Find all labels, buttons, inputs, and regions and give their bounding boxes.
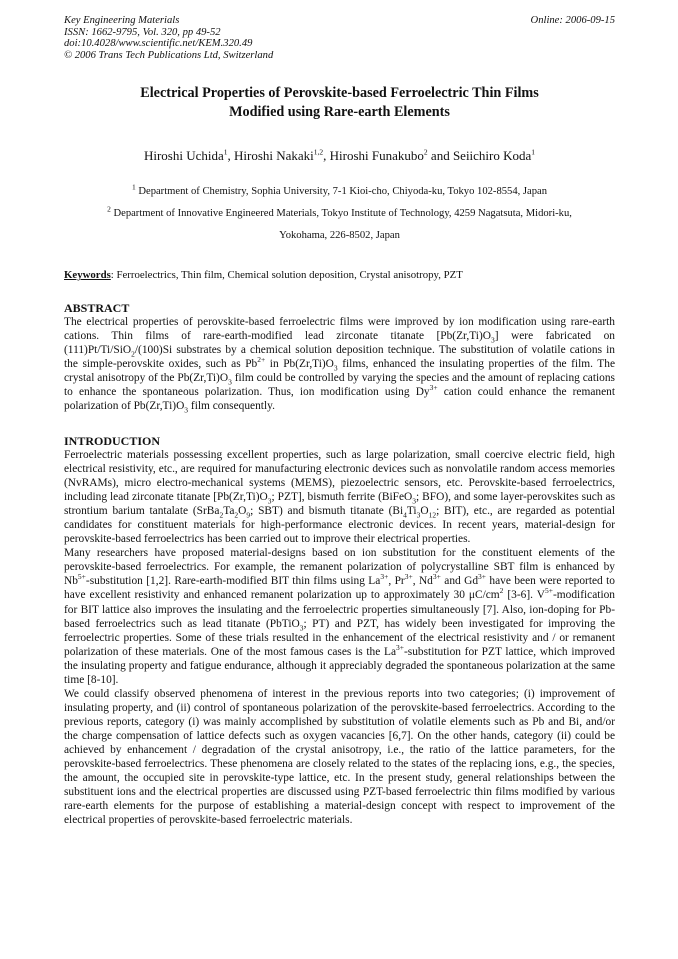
online-date: Online: 2006-09-15 bbox=[530, 15, 615, 26]
abstract-heading: ABSTRACT bbox=[64, 301, 130, 315]
affiliation-mark: 1,2 bbox=[313, 147, 324, 157]
doi-line: doi:10.4028/www.scientific.net/KEM.320.49 bbox=[64, 38, 253, 50]
title-line: Modified using Rare-earth Elements bbox=[229, 104, 450, 120]
affiliation-mark: 1 bbox=[223, 147, 228, 157]
paper-title bbox=[64, 84, 615, 122]
intro-paragraph-2: Many researchers have proposed material-designs based on ion substitution for the constituent elements of the perovskite-based ferroelectrics. For example, the remanent polarization of polycrystalline SBT film is enhanced by $Nb^{5+}$-substitution [1,2]. Rare-earth-modified BIT thin films using $La^{3+}$, $Pr^{3+}$, $Nd^{3+}$ and $Gd^{3+}$ have been were reported to have excellent resistivity and enhanced remanent polarization up to approximately 30 $\mu C/cm^2$ [3-6]. $V^{5+}$-modification for BIT lattice also improves the insulating and the ferroelectric properties simultaneously [7]. Also, ion-doping for Pb-based ferroelectrics such as lead titanate (PbTiO$_3$; PT) and PZT, has widely been investigated for improving the ferroelectric properties. Some of these trials resulted in the enhancement of the electrical resistivity and / or remanent polarization of these materials. One of the most famous cases is the $La^{3+}$-substitution for PZT lattice, which improved the insulating property and fatigue endurance, although it appreciably degraded the spontaneous polarization at the same time [8-10]. bbox=[64, 547, 615, 686]
intro-paragraph-3: We could classify observed phenomena of interest in the previous reports into two categories; (i) improvement of insulating property, and (ii) control of spontaneous polarization of the perovskite-based ferroelectrics. According to the previous reports, category (i) was mainly accomplished by substitution of volatile elements such as Pb and Bi, and/or the charge compensation of lattice defects such as oxygen vacancies [6,7]. On the other hands, category (ii) could be achieved by enhancement / degradation of the crystal anisotropy, i.e., the ratio of the lattice parameters, for the perovskite-based ferroelectrics. These phenomena are closely related to the states of the replacing ions, e.g., the species, the amount, the occupied site in perovskite-type lattice, etc. In the present study, general relationships between the substituent ions and the electrical properties are discussed using PZT-based ferroelectric thin films modified by various rare-earth elements for the purpose of establishing a material-design concept with respect to improvement of the electrical properties of perovskite-based ferroelectric materials. bbox=[64, 687, 615, 827]
author-name: and Seiichiro Koda bbox=[427, 148, 532, 163]
copyright-line: © 2006 Trans Tech Publications Ltd, Switzerland bbox=[64, 49, 274, 61]
affiliation-text: Department of Chemistry, Sophia University, 7-1 Kioi-cho, Chiyoda-ku, Tokyo 102-8554, Japan bbox=[135, 186, 548, 197]
affiliation-2-cont: Yokohama, 226-8502, Japan bbox=[279, 230, 400, 241]
affiliation-number: 2 bbox=[107, 204, 111, 214]
abstract-section bbox=[64, 301, 615, 413]
title-line: Electrical Properties of Perovskite-based Ferroelectric Thin Films bbox=[140, 85, 539, 101]
affiliation-text: Department of Innovative Engineered Materials, Tokyo Institute of Technology, 4259 Nagatsuta, Midori-ku, bbox=[110, 208, 572, 219]
keywords-label: Keywords bbox=[64, 269, 111, 281]
intro-paragraph-1: Ferroelectric materials possessing excellent properties, such as large polarization, small coercive electric field, high electrical resistivity, etc., are required for manufacturing electronic devices such as nonvolatile random access memories (NvRAMs), micro electro-mechanical systems (MEMS), piezoelectric sensors, etc. Perovskite-based ferroelectrics, including lead zirconate titanate [$Pb(Zr,Ti)O_3$; PZT], bismuth ferrite (BiFeO$_3$; BFO), and some layer-perovskites such as strontium barium tantalate ($SrBa_2Ta_2O_9$; SBT) and bismuth titanate ($Bi_4Ti_3O_{12}$; BIT), etc., are regarded as potential candidates for constituent materials for high-performance electronic devices. In recent years, material-design for perovskite-based ferroelectrics has been carried out to improve their electrical properties. bbox=[64, 449, 616, 546]
affiliation-mark: 2 bbox=[423, 147, 428, 157]
affiliation-mark: 1 bbox=[531, 147, 536, 157]
author-name: Hiroshi Uchida bbox=[143, 148, 224, 163]
journal-header bbox=[64, 15, 615, 61]
affiliation-2 bbox=[64, 204, 615, 220]
keywords bbox=[64, 269, 615, 282]
journal-name: Key Engineering Materials bbox=[64, 15, 180, 26]
affiliation-number: 1 bbox=[131, 182, 136, 192]
author-name: , Hiroshi Funakubo bbox=[323, 148, 424, 163]
author-name: , Hiroshi Nakaki bbox=[227, 148, 314, 163]
issn-line: ISSN: 1662-9795, Vol. 320, pp 49-52 bbox=[64, 26, 221, 38]
introduction-heading: INTRODUCTION bbox=[64, 434, 161, 448]
introduction-section bbox=[64, 434, 615, 827]
abstract-body: The electrical properties of perovskite-based ferroelectric films were improved by ion modification using rare-earth cations. Thin films of rare-earth-modified lead zirconate titanate $[Pb(Zr,Ti)O_3]$ were fabricated on (111)Pt/Ti/SiO$_2$/(100)Si substrates by a chemical solution deposition technique. The substitution of volatile cations in the simple-perovskite oxides, such as $Pb^{2+}$ in $Pb(Zr,Ti)O_3$ films, enhanced the insulating properties of the film. The crystal anisotropy of the $Pb(Zr,Ti)O_3$ film could be controlled by varying the species and the amount of replacing cations to enhance the spontaneous polarization. Thus, ion modification using $Dy^{3+}$ cation could enhance the remanent polarization of $Pb(Zr,Ti)O_3$ film consequently. bbox=[64, 316, 616, 415]
affiliation-1 bbox=[64, 182, 615, 198]
keywords-text: : Ferroelectrics, Thin film, Chemical solution deposition, Crystal anisotropy, PZT bbox=[110, 269, 463, 281]
author-list bbox=[64, 148, 615, 164]
